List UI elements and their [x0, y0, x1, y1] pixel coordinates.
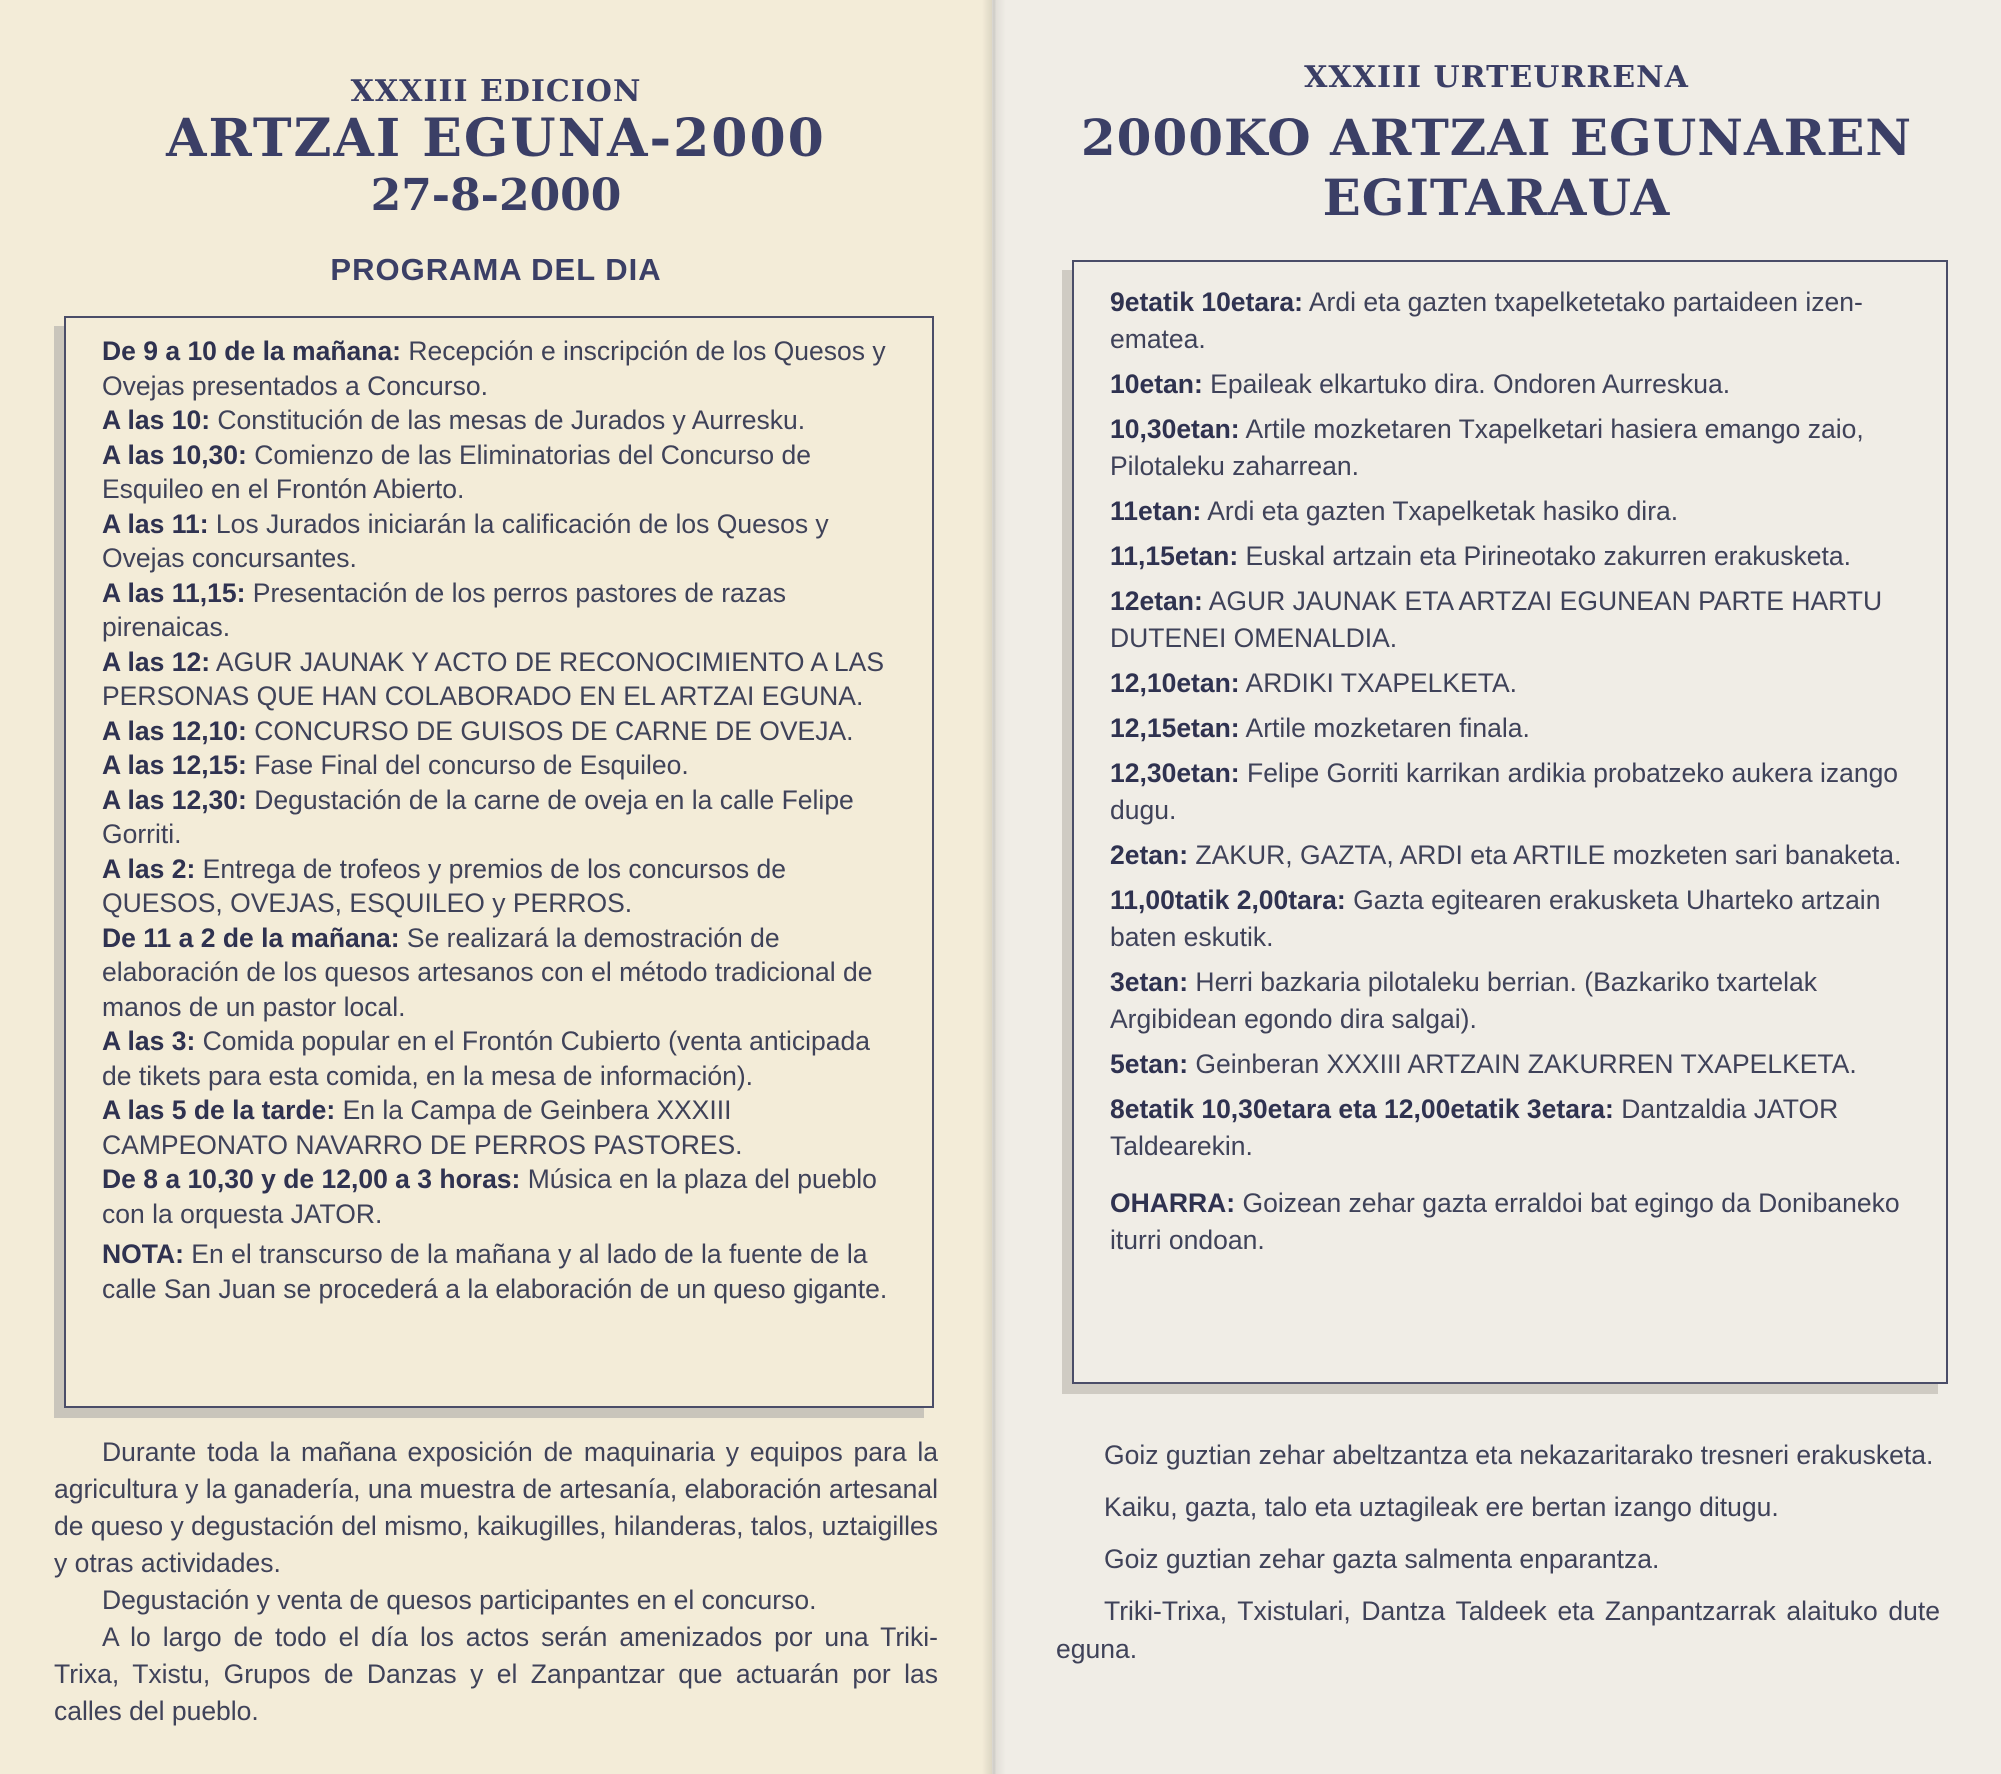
- entry-text: Degustación de la carne de oveja en la calle Felipe Gorriti.: [102, 784, 854, 849]
- entry-time: A las 10:: [102, 405, 211, 435]
- entry-time: De 8 a 10,30 y de 12,00 a 3 horas:: [102, 1164, 521, 1194]
- entry-text: Presentación de los perros pastores de razas pirenaicas.: [102, 577, 787, 642]
- note-text: En el transcurso de la mañana y al lado de la fuente de la calle San Juan se procederá a la elaboración de un queso gigante.: [102, 1239, 888, 1304]
- right-paragraphs: [1056, 1436, 1940, 1682]
- schedule-entry: [1110, 411, 1916, 485]
- entry-time: 11,00tatik 2,00tara:: [1110, 885, 1346, 915]
- schedule-entry: [1110, 1091, 1916, 1165]
- entry-text: Artile mozketaren Txapelketari hasiera emango zaio, Pilotaleku zaharrean.: [1110, 414, 1864, 481]
- entry-text: ZAKUR, GAZTA, ARDI eta ARTILE mozketen sari banaketa.: [1188, 840, 1902, 870]
- schedule-entry: [102, 334, 902, 403]
- schedule-entry: [1110, 755, 1916, 829]
- entry-time: A las 12,30:: [102, 784, 247, 815]
- entry-time: A las 3:: [102, 1026, 196, 1056]
- entry-text: AGUR JAUNAK Y ACTO DE RECONOCIMIENTO A LAS PERSONAS QUE HAN COLABORADO EN EL ARTZAI EGUNA.: [102, 646, 885, 711]
- schedule-entry: [102, 921, 902, 1025]
- entry-text: Gazta egitearen erakusketa Uharteko artzain baten eskutik.: [1110, 885, 1881, 952]
- entry-time: 9etatik 10etara:: [1110, 287, 1303, 317]
- schedule-entry: [102, 748, 902, 783]
- schedule-entry: [1110, 964, 1916, 1038]
- right-edition: XXXIII URTEURRENA: [1304, 60, 1689, 95]
- entry-time: 11,15etan:: [1110, 541, 1239, 571]
- entry-time: A las 12:: [102, 646, 211, 677]
- entry-time: 3etan:: [1110, 967, 1189, 997]
- entry-time: 5etan:: [1110, 1049, 1189, 1079]
- entry-time: De 11 a 2 de la mañana:: [102, 922, 400, 953]
- schedule-entry: [1110, 837, 1916, 874]
- right-title-line1: 2000KO ARTZAI EGUNAREN: [1080, 108, 1913, 167]
- note-label: OHARRA:: [1110, 1188, 1236, 1218]
- paragraph: Goiz guztian zehar abeltzantza eta nekazaritarako tresneri erakusketa.: [1104, 1440, 1934, 1470]
- entry-time: A las 12,15:: [102, 750, 247, 780]
- entry-time: De 9 a 10 de la mañana:: [102, 336, 402, 366]
- entry-time: A las 11:: [102, 508, 209, 539]
- entry-text: ARDIKI TXAPELKETA.: [1239, 668, 1518, 698]
- entry-time: 2etan:: [1110, 840, 1189, 870]
- entry-time: A las 2:: [102, 853, 196, 884]
- schedule-entry: [102, 645, 902, 714]
- schedule-entry: [102, 507, 902, 576]
- left-page: [0, 0, 992, 1774]
- entry-text: Felipe Gorriti karrikan ardikia probatzeko aukera izango dugu.: [1110, 758, 1899, 825]
- paragraph: Triki-Trixa, Txistulari, Dantza Taldeek eta Zanpantzarrak alaituko dute eguna.: [1056, 1596, 1940, 1664]
- schedule-entry: [102, 1024, 902, 1093]
- entry-time: 12etan:: [1110, 586, 1203, 616]
- right-title-line2: EGITARAUA: [1322, 168, 1671, 227]
- paragraph: Degustación y venta de quesos participantes en el concurso.: [102, 1585, 817, 1615]
- entry-time: 12,10etan:: [1110, 668, 1240, 698]
- schedule-entry: [1110, 284, 1916, 358]
- schedule-entry: [1110, 366, 1916, 403]
- entry-text: Música en la plaza del pueblo con la orquesta JATOR.: [102, 1164, 877, 1229]
- entry-time: 12,15etan:: [1110, 713, 1240, 743]
- entry-time: A las 11,15:: [102, 577, 246, 608]
- schedule-entry: [1110, 710, 1916, 747]
- schedule-entry: [1110, 1046, 1916, 1083]
- entry-time: A las 12,10:: [102, 715, 247, 746]
- schedule-entry: [102, 403, 902, 438]
- schedule-entry: [102, 714, 902, 749]
- paragraph: Goiz guztian zehar gazta salmenta enparantza.: [1104, 1544, 1660, 1574]
- schedule-entry: [1110, 493, 1916, 530]
- entry-text: Constitución de las mesas de Jurados y Aurresku.: [210, 405, 806, 435]
- entry-text: Entrega de trofeos y premios de los concursos de QUESOS, OVEJAS, ESQUILEO y PERROS.: [102, 853, 786, 918]
- left-program-box: [64, 316, 934, 1408]
- schedule-entry: [102, 852, 902, 921]
- entry-text: En la Campa de Geinbera XXXIII CAMPEONATO NAVARRO DE PERROS PASTORES.: [102, 1095, 743, 1160]
- entry-text: Euskal artzain eta Pirineotako zakurren erakusketa.: [1238, 541, 1851, 571]
- note-entry: [1110, 1185, 1916, 1259]
- note-entry: [102, 1237, 902, 1306]
- schedule-entry: [1110, 538, 1916, 575]
- entry-text: AGUR JAUNAK ETA ARTZAI EGUNEAN PARTE HARTU DUTENEI OMENALDIA.: [1110, 586, 1883, 653]
- entry-time: A las 5 de la tarde:: [102, 1095, 336, 1125]
- note-text: Goizean zehar gazta erraldoi bat egingo da Donibaneko iturri ondoan.: [1110, 1188, 1900, 1255]
- schedule-entry: [102, 783, 902, 852]
- entry-text: Epaileak elkartuko dira. Ondoren Aurreskua.: [1202, 369, 1731, 399]
- schedule-entry: [102, 438, 902, 507]
- entry-text: Herri bazkaria pilotaleku berrian. (Bazkariko txartelak Argibidean egondo dira salgai).: [1110, 967, 1817, 1034]
- note-label: NOTA:: [102, 1239, 184, 1269]
- entry-text: Se realizará la demostración de elaboración de los quesos artesanos con el método tradicional de manos de un pastor local.: [102, 922, 873, 1022]
- entry-time: 10,30etan:: [1110, 414, 1240, 444]
- left-date: 27-8-2000: [370, 170, 622, 221]
- right-program-box: [1072, 260, 1948, 1384]
- entry-text: Ardi eta gazten Txapelketak hasiko dira.: [1201, 496, 1679, 526]
- paragraph: Kaiku, gazta, talo eta uztagileak ere bertan izango ditugu.: [1104, 1492, 1779, 1522]
- entry-text: Comida popular en el Frontón Cubierto (venta anticipada de tikets para esta comida, en la mesa de información).: [102, 1026, 870, 1091]
- left-paragraphs: [54, 1434, 938, 1730]
- page-gutter: [982, 0, 1006, 1774]
- entry-text: Los Jurados iniciarán la calificación de los Quesos y Ovejas concursantes.: [102, 508, 829, 573]
- entry-text: Ardi eta gazten txapelketetako partaideen izen-ematea.: [1110, 287, 1863, 354]
- schedule-entry: [102, 576, 902, 645]
- entry-text: Recepción e inscripción de los Quesos y Ovejas presentados a Concurso.: [102, 336, 886, 401]
- entry-text: Dantzaldia JATOR Taldearekin.: [1110, 1094, 1839, 1161]
- schedule-entry: [1110, 882, 1916, 956]
- entry-text: Artile mozketaren finala.: [1239, 713, 1530, 743]
- schedule-entry: [102, 1093, 902, 1162]
- entry-time: 12,30etan:: [1110, 758, 1240, 788]
- schedule-entry: [1110, 665, 1916, 702]
- left-subtitle: PROGRAMA DEL DIA: [330, 252, 662, 287]
- schedule-entry: [1110, 583, 1916, 657]
- entry-time: 11etan:: [1110, 496, 1202, 526]
- right-page: [992, 0, 2001, 1774]
- entry-text: CONCURSO DE GUISOS DE CARNE DE OVEJA.: [246, 715, 854, 746]
- entry-text: Geinberan XXXIII ARTZAIN ZAKURREN TXAPELKETA.: [1188, 1049, 1857, 1079]
- left-title: ARTZAI EGUNA-2000: [166, 108, 826, 169]
- entry-time: A las 10,30:: [102, 439, 247, 470]
- schedule-entry: [102, 1162, 902, 1231]
- left-edition: XXXIII EDICION: [350, 74, 642, 109]
- paragraph: Durante toda la mañana exposición de maquinaria y equipos para la agricultura y la ganadería, una muestra de artesanía, elaboración artesanal de queso y degustación del mismo, kaikugilles, hilanderas, talos, uztaigilles y otras actividades.: [54, 1437, 938, 1578]
- entry-text: Comienzo de las Eliminatorias del Concurso de Esquileo en el Frontón Abierto.: [102, 439, 811, 504]
- paragraph: A lo largo de todo el día los actos serán amenizados por una Triki-Trixa, Txistu, Grupos de Danzas y el Zanpantzar que actuarán por las calles del pueblo.: [54, 1622, 938, 1726]
- entry-time: 10etan:: [1110, 369, 1203, 399]
- entry-time: 8etatik 10,30etara eta 12,00etatik 3etara:: [1110, 1094, 1614, 1124]
- entry-text: Fase Final del concurso de Esquileo.: [246, 750, 689, 780]
